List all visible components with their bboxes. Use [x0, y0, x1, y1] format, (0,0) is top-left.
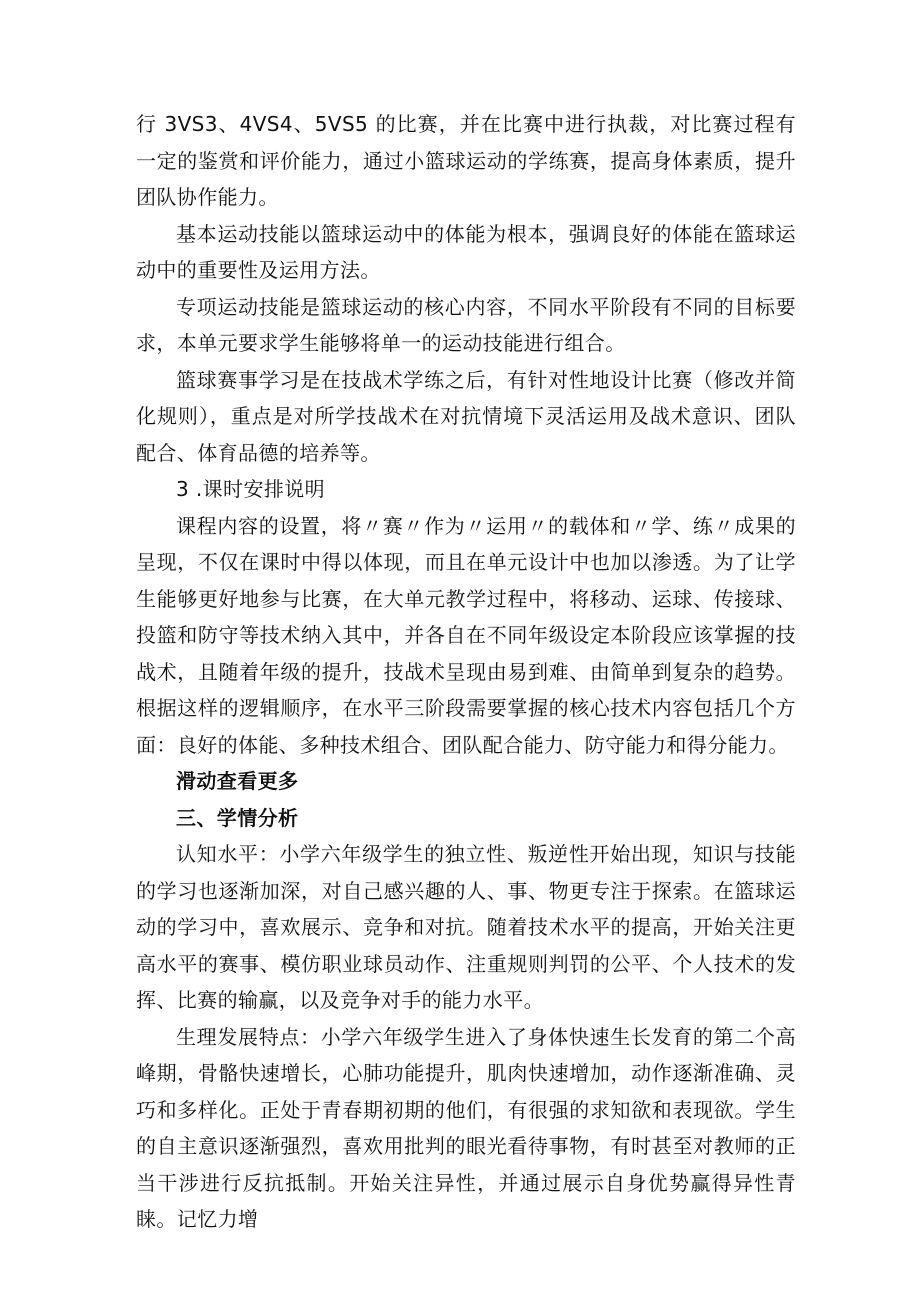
- paragraph-basic-skills: 基本运动技能以篮球运动中的体能为根本，强调良好的体能在篮球运动中的重要性及运用方法。: [136, 221, 796, 282]
- paragraph-competition-learning: 篮球赛事学习是在技战术学练之后，有针对性地设计比赛（修改并简化规则），重点是对所学技战术在对抗情境下灵活运用及战术意识、团队配合、体育品德的培养等。: [136, 367, 796, 465]
- section-heading-lesson-arrangement: 3 .课时安排说明: [176, 477, 326, 501]
- section-heading-student-analysis: 三、学情分析: [176, 805, 299, 830]
- paragraph-course-content: 课程内容的设置，将〃赛〃作为〃运用〃的载体和〃学、练〃成果的呈现，不仅在课时中得以体现，而且在单元设计中也加以渗透。为了让学生能够更好地参与比赛，在大单元教学过程中，将移动、运球、传接球、投篮和防守等技术纳入其中，并各自在不同年级设定本阶段应该掌握的技战术，且随着年级的提升，技战术呈现由易到难、由简单到复杂的趋势。根据这样的逻辑顺序，在水平三阶段需要掌握的核心技术内容包括几个方面：良好的体能、多种技术组合、团队配合能力、防守能力和得分能力。: [136, 513, 796, 757]
- scroll-more-link[interactable]: 滑动查看更多: [176, 769, 299, 793]
- paragraph-continuation: 行 3VS3、4VS4、5VS5 的比赛，并在比赛中进行执裁，对比赛过程有一定的鉴赏和评价能力，通过小篮球运动的学练赛，提高身体素质，提升团队协作能力。: [136, 112, 796, 209]
- paragraph-special-skills: 专项运动技能是篮球运动的核心内容，不同水平阶段有不同的目标要求，本单元要求学生能够将单一的运动技能进行组合。: [136, 294, 796, 355]
- document-page: [136, 106, 796, 1238]
- paragraph-physiological-features: 生理发展特点：小学六年级学生进入了身体快速生长发育的第二个高峰期，骨骼快速增长，心肺功能提升，肌肉快速增加，动作逐渐准确、灵巧和多样化。正处于青春期初期的他们，有很强的求知欲和表现欲。学生的自主意识逐渐强烈，喜欢用批判的眼光看待事物，有时甚至对教师的正当干涉进行反抗抵制。开始关注异性，并通过展示自身优势赢得异性青睐。记忆力增: [136, 1024, 796, 1231]
- paragraph-cognitive-level: 认知水平：小学六年级学生的独立性、叛逆性开始出现，知识与技能的学习也逐渐加深，对自己感兴趣的人、事、物更专注于探索。在篮球运动的学习中，喜欢展示、竞争和对抗。随着技术水平的提高，开始关注更高水平的赛事、模仿职业球员动作、注重规则判罚的公平、个人技术的发挥、比赛的输赢，以及竞争对手的能力水平。: [136, 842, 796, 1012]
